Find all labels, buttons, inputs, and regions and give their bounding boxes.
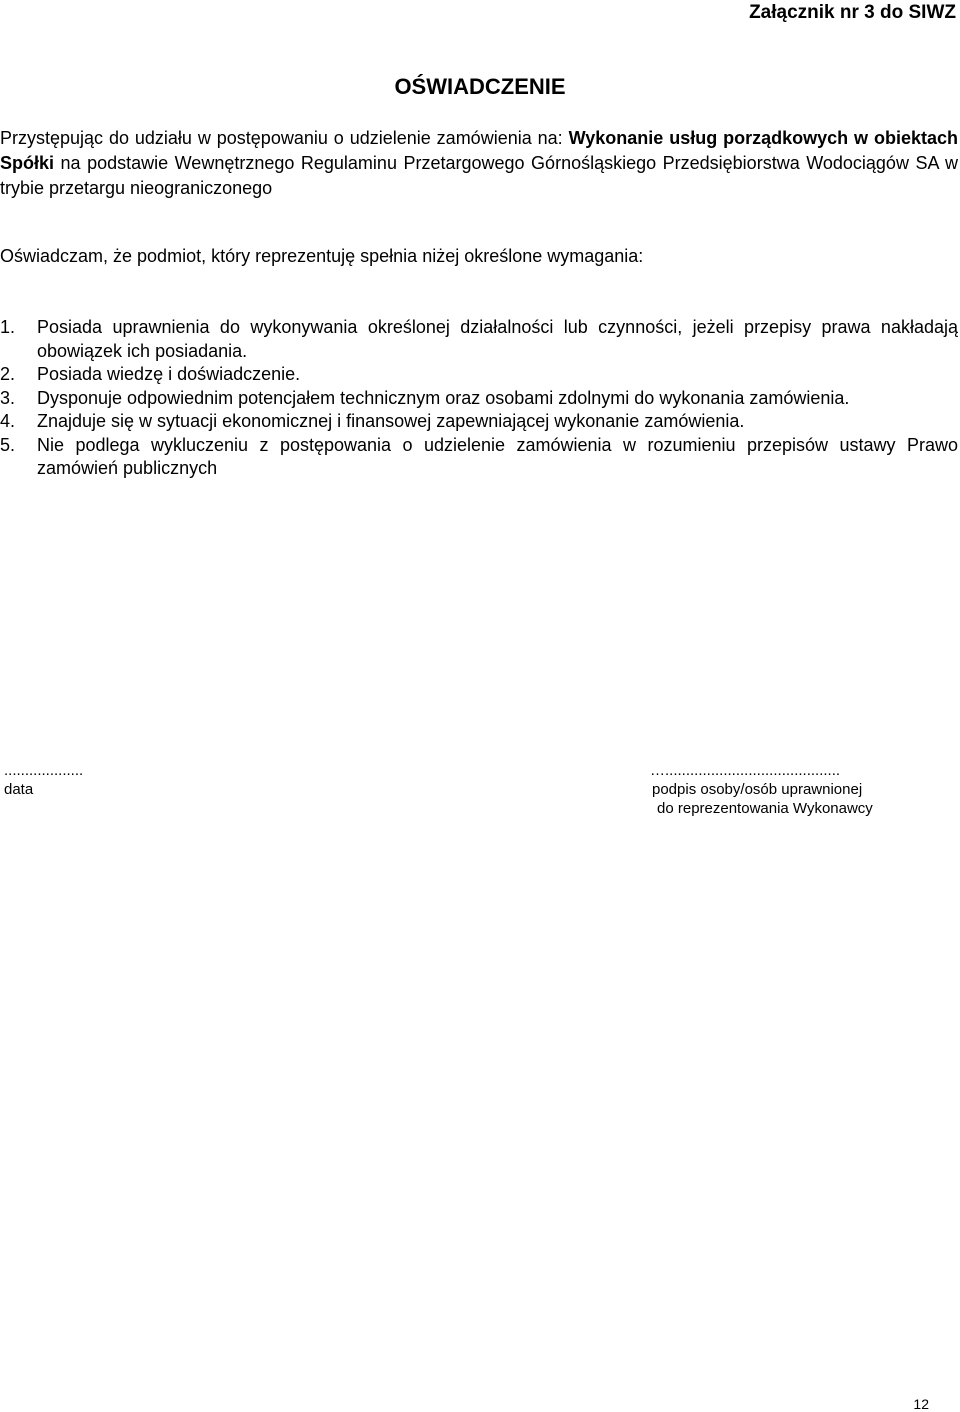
document-title	[0, 74, 960, 100]
contract-subject: Wykonanie usług porządkowych w obiektach Spółki	[0, 128, 959, 173]
list-item-text: Nie podlega wykluczeniu z postępowania o udzielenie zamówienia w rozumieniu przepisów ustawy Prawo zamówień publicznych	[37, 434, 958, 478]
list-item-number: 3.	[0, 387, 16, 408]
intro-lead: Przystępując do udziału w postępowaniu o udzielenie zamówienia na:	[0, 128, 569, 148]
signature-label: podpis osoby/osób uprawnionej	[652, 781, 863, 798]
annex-header: Załącznik nr 3 do SIWZ	[749, 2, 956, 23]
list-item-text: Dysponuje odpowiednim potencjałem technicznym oraz osobami zdolnymi do wykonania zamówienia.	[37, 387, 850, 408]
list-item	[0, 316, 958, 363]
signature-label-continuation: do reprezentowania Wykonawcy	[657, 800, 873, 817]
list-item-text: Posiada uprawnienia do wykonywania określonej działalności lub czynności, jeżeli przepisy prawa nakładają obowiązek ich posiadania.	[37, 317, 958, 361]
date-label: data	[4, 781, 34, 798]
list-item	[0, 410, 958, 434]
intro-paragraph	[0, 126, 958, 201]
list-item-number: 2.	[0, 364, 16, 384]
list-item	[0, 363, 958, 387]
requirements-list	[0, 316, 958, 481]
list-item	[0, 434, 958, 481]
list-item-number: 4.	[0, 411, 16, 431]
page-number: 12	[913, 1396, 929, 1412]
document-title-text: OŚWIADCZENIE	[394, 74, 566, 99]
list-item-number: 5.	[0, 434, 16, 455]
signature-line: …..........................................	[650, 762, 841, 779]
list-item-number: 1.	[0, 317, 16, 337]
date-line: ...................	[4, 762, 84, 779]
intro-tail: na podstawie Wewnętrznego Regulaminu Przetargowego Górnośląskiego Przedsiębiorstwa Wodociągów SA w trybie przetargu nieograniczonego	[0, 153, 958, 198]
statement-text: Oświadczam, że podmiot, który reprezentuję spełnia niżej określone wymagania:	[0, 246, 644, 266]
list-item	[0, 387, 958, 411]
list-item-text: Posiada wiedzę i doświadczenie.	[37, 364, 301, 384]
list-item-text: Znajduje się w sytuacji ekonomicznej i finansowej zapewniającej wykonanie zamówienia.	[37, 411, 745, 431]
